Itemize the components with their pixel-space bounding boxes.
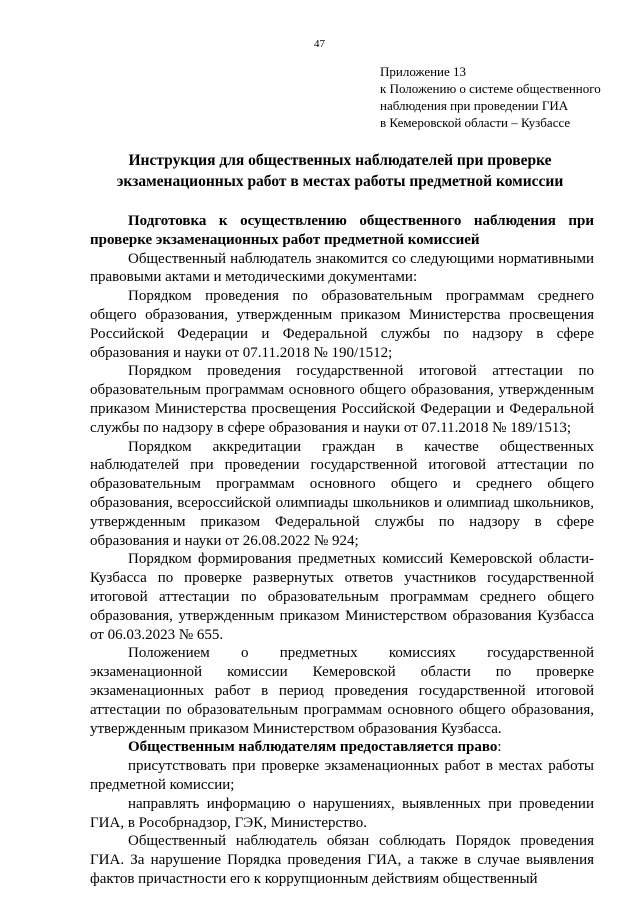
- paragraph: присутствовать при проверке экзаменационных работ в местах работы предметной комиссии;: [90, 758, 594, 793]
- document-title: [90, 150, 590, 192]
- paragraph: Общественный наблюдатель знакомится со следующими нормативными правовыми актами и методическими документами:: [90, 250, 594, 286]
- rights-heading-text: Общественным наблюдателям предоставляется право: [128, 739, 498, 756]
- paragraph: направлять информацию о нарушениях, выявленных при проведении ГИА, в Рособрнадзор, ГЭК, Министерство.: [90, 795, 594, 831]
- rights-heading-colon: :: [497, 739, 502, 756]
- document-body: [90, 212, 594, 889]
- title-line: экзаменационных работ в местах работы предметной комиссии: [116, 173, 564, 190]
- title-line: Инструкция для общественных наблюдателей при проверке: [128, 152, 552, 169]
- appendix-line: наблюдения при проведении ГИА: [380, 98, 569, 113]
- appendix-line: Приложение 13: [380, 64, 467, 79]
- paragraph: Порядком проведения по образовательным программам среднего общего образования, утвержденным приказом Министерства просвещения Российской Федерации и Федеральной службы по надзору в сфере образования и науки от 07.11.2018 № 190/1512;: [90, 288, 594, 361]
- paragraph: Порядком аккредитации граждан в качестве общественных наблюдателей при проведении государственной итоговой аттестации по образовательным программам основного общего и среднего общего образования, всероссийской олимпиады школьников и олимпиад школьников, утвержденным приказом Федеральной службы по надзору в сфере образования и науки от 26.08.2022 № 924;: [90, 438, 594, 549]
- appendix-line: в Кемеровской области – Кузбассе: [380, 115, 571, 130]
- appendix-line: к Положению о системе общественного: [380, 81, 601, 96]
- paragraph: Общественный наблюдатель обязан соблюдать Порядок проведения ГИА. За нарушение Порядка проведения ГИА, а также в случае выявления фактов причастности его к коррупционным действиям общественный: [90, 833, 594, 887]
- page-number: 47: [314, 38, 325, 50]
- paragraph: Порядком формирования предметных комиссий Кемеровской области-Кузбасса по проверке развернутых ответов участников государственной итоговой аттестации по образовательным программам среднего общего образования, утвержденным приказом Министерством образования Кузбасса от 06.03.2023 № 655.: [90, 551, 594, 643]
- paragraph: Положением о предметных комиссиях государственной экзаменационной комиссии Кемеровской области по проверке экзаменационных работ в период проведения государственной итоговой аттестации по образовательным программам основного общего образования, утвержденным приказом Министерством образования Кузбасса.: [90, 645, 594, 737]
- paragraph: Порядком проведения государственной итоговой аттестации по образовательным программам основного общего образования, утвержденным приказом Министерства просвещения Российской Федерации и Федеральной службы по надзору в сфере образования и науки от 07.11.2018 № 189/1513;: [90, 363, 594, 436]
- appendix-note: [380, 63, 630, 131]
- section-heading: Подготовка к осуществлению общественного наблюдения при проверке экзаменационных работ предметной комиссией: [90, 213, 594, 248]
- rights-heading: [90, 738, 594, 757]
